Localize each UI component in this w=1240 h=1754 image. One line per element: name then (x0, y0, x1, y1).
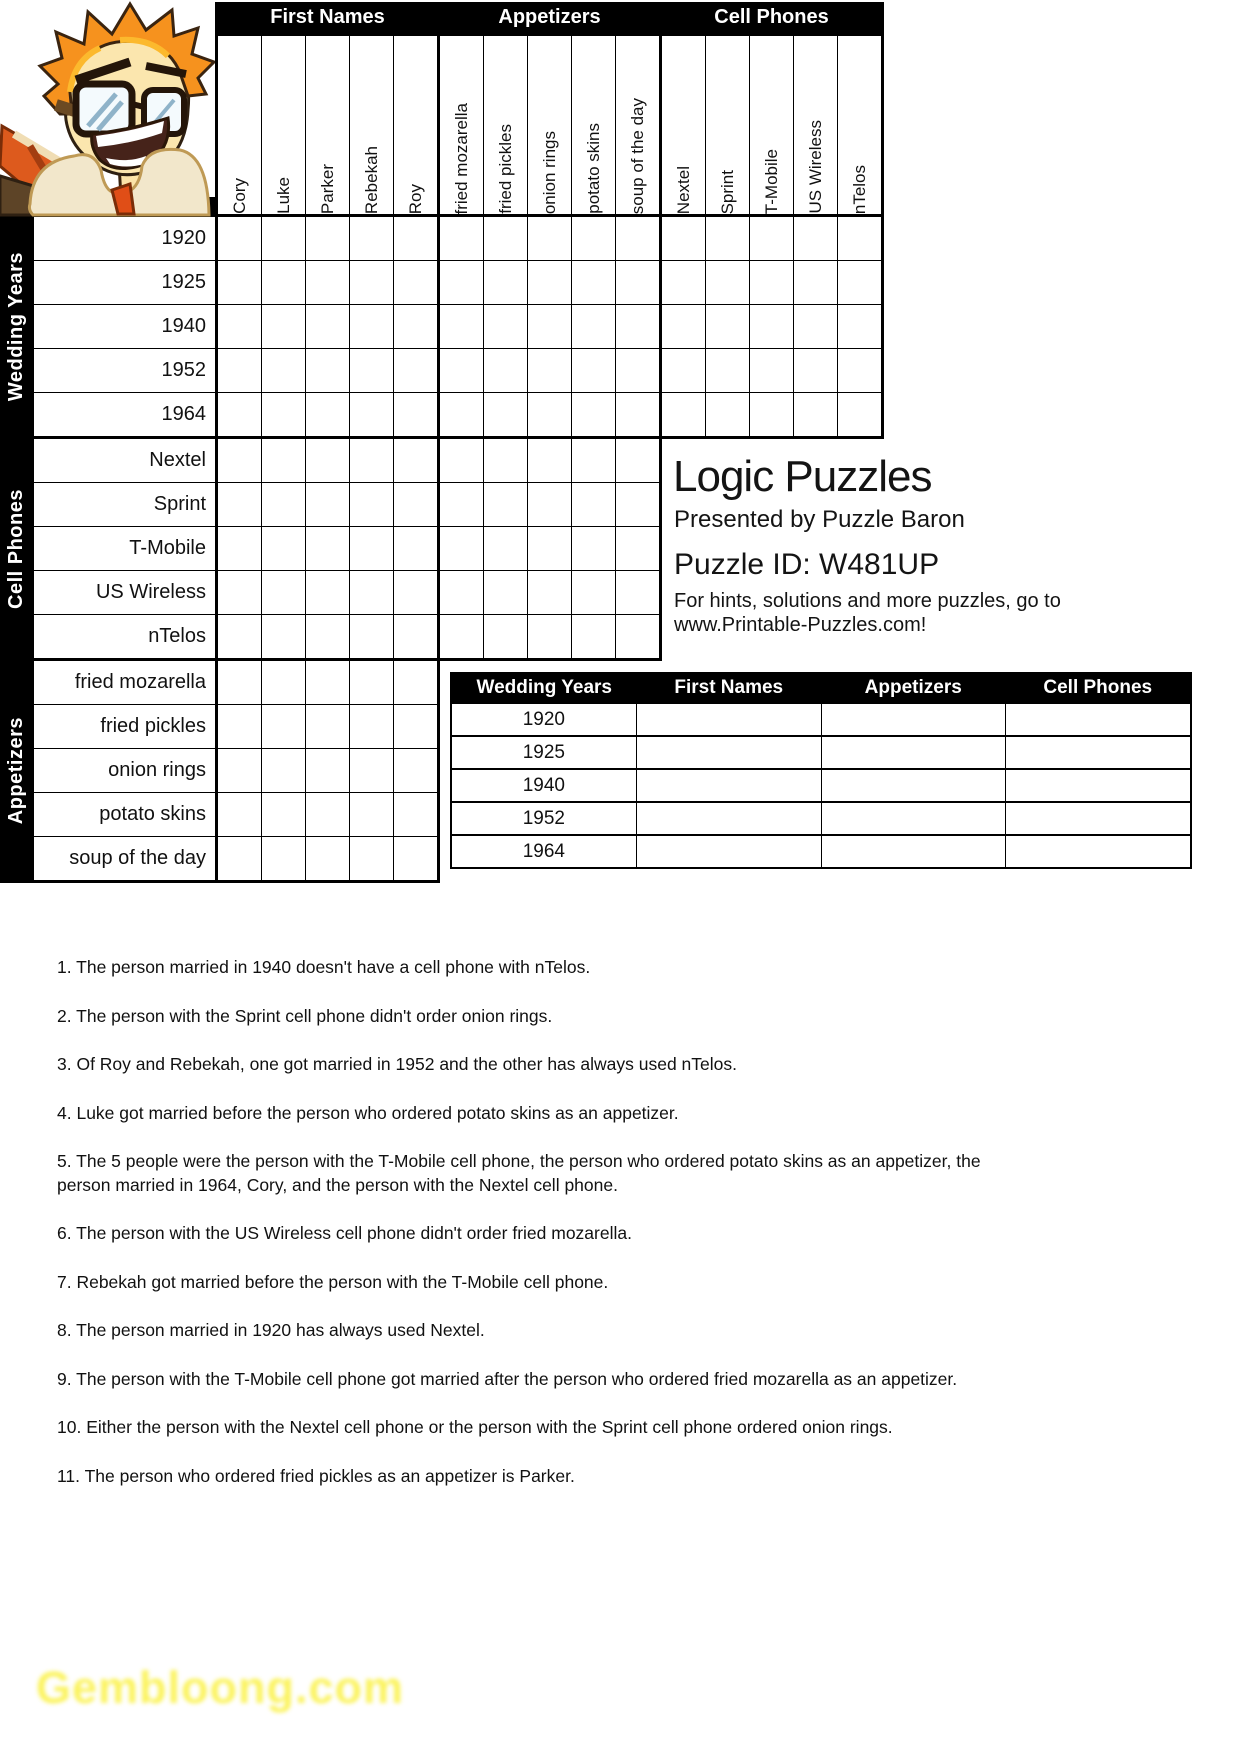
answer-year-cell: 1925 (522, 742, 566, 763)
grid-cell[interactable] (218, 261, 261, 304)
row-group-band-3 (0, 661, 33, 880)
grid-cell[interactable] (262, 261, 305, 304)
grid-cell[interactable] (616, 483, 659, 526)
clue-item: 9. The person with the T-Mobile cell phone got married after the person who ordered fried mozarella as an appetizer. (57, 1368, 958, 1389)
grid-cell[interactable] (394, 571, 437, 614)
grid-cell[interactable] (838, 349, 881, 392)
grid-cell[interactable] (616, 527, 659, 570)
row-label: T-Mobile (34, 527, 215, 570)
row-label: soup of the day (34, 837, 215, 880)
grid-cell[interactable] (528, 261, 571, 304)
grid-cell[interactable] (706, 217, 749, 260)
grid-cell[interactable] (662, 393, 705, 436)
grid-cell[interactable] (306, 615, 349, 658)
clue-item: 8. The person married in 1920 has always used Nextel. (57, 1320, 485, 1340)
row-group-band-1 (0, 217, 33, 436)
answer-year-cell: 1964 (522, 841, 566, 862)
grid-cell[interactable] (394, 305, 437, 348)
grid-cell[interactable] (394, 793, 437, 836)
grid-cell[interactable] (350, 793, 393, 836)
grid-cell[interactable] (394, 261, 437, 304)
grid-cell[interactable] (350, 439, 393, 482)
grid-cell[interactable] (662, 349, 705, 392)
grid-cell[interactable] (306, 393, 349, 436)
answer-header-cell: Cell Phones (1043, 677, 1153, 698)
grid-cell[interactable] (262, 793, 305, 836)
answer-row (452, 801, 1190, 834)
grid-cell[interactable] (440, 527, 483, 570)
row-label: US Wireless (34, 571, 215, 614)
grid-cell[interactable] (262, 705, 305, 748)
grid-cell[interactable] (484, 393, 527, 436)
grid-cell[interactable] (306, 705, 349, 748)
grid-cell[interactable] (794, 393, 837, 436)
grid-cell[interactable] (394, 749, 437, 792)
grid-cell[interactable] (350, 749, 393, 792)
grid-subsection (218, 439, 437, 658)
grid-cell[interactable] (794, 305, 837, 348)
grid-cell[interactable] (218, 349, 261, 392)
puzzle-id: Puzzle ID: W481UP (674, 548, 940, 581)
grid-cell[interactable] (706, 393, 749, 436)
grid-cell[interactable] (616, 217, 659, 260)
grid-cell[interactable] (750, 305, 793, 348)
column-header-label: Sprint (717, 169, 737, 214)
answer-blank-cell[interactable] (1005, 770, 1190, 801)
grid-cell[interactable] (218, 305, 261, 348)
grid-cell[interactable] (616, 393, 659, 436)
answer-table-header (452, 674, 1190, 702)
answer-blank-cell[interactable] (636, 803, 821, 834)
grid-cell[interactable] (394, 483, 437, 526)
answer-header-cell: First Names (674, 677, 784, 698)
row-group-band-2 (0, 439, 33, 658)
clue-item: 10. Either the person with the Nextel cell phone or the person with the Sprint cell phone ordered onion rings. (57, 1417, 893, 1437)
column-header-cell (262, 36, 305, 214)
answer-blank-cell[interactable] (821, 704, 1006, 735)
row-label: 1940 (34, 305, 215, 348)
grid-cell[interactable] (706, 349, 749, 392)
grid-subsection (662, 217, 881, 436)
grid-cell[interactable] (750, 349, 793, 392)
answer-blank-cell[interactable] (636, 737, 821, 768)
grid-cell[interactable] (440, 305, 483, 348)
grid-cell[interactable] (616, 349, 659, 392)
column-header-cell (794, 36, 837, 214)
grid-section-1 (215, 214, 884, 439)
grid-cell[interactable] (306, 305, 349, 348)
column-header-cell (484, 36, 527, 214)
grid-cell[interactable] (350, 261, 393, 304)
row-label: fried pickles (34, 705, 215, 748)
grid-cell[interactable] (616, 261, 659, 304)
column-header-cell (616, 36, 659, 214)
grid-cell[interactable] (262, 615, 305, 658)
grid-cell[interactable] (218, 705, 261, 748)
clue-item: 6. The person with the US Wireless cell phone didn't order fried mozarella. (57, 1223, 632, 1243)
grid-cell[interactable] (484, 527, 527, 570)
grid-cell[interactable] (394, 661, 437, 704)
grid-cell[interactable] (262, 483, 305, 526)
grid-cell[interactable] (218, 793, 261, 836)
row-label: potato skins (34, 793, 215, 836)
column-header-cell (350, 36, 393, 214)
row-group-label: Wedding Years (5, 251, 27, 402)
clue-item: 1. The person married in 1940 doesn't have a cell phone with nTelos. (57, 957, 591, 977)
grid-cell[interactable] (616, 439, 659, 482)
column-header-cell (662, 36, 705, 214)
column-header-label: Luke (273, 177, 293, 214)
grid-cell[interactable] (440, 261, 483, 304)
row-label: Nextel (34, 439, 215, 482)
clue-item: 2. The person with the Sprint cell phone didn't order onion rings. (57, 1005, 553, 1026)
grid-cell[interactable] (794, 217, 837, 260)
grid-cell[interactable] (262, 571, 305, 614)
grid-cell[interactable] (306, 349, 349, 392)
grid-cell[interactable] (306, 261, 349, 304)
grid-cell[interactable] (484, 571, 527, 614)
grid-cell[interactable] (350, 661, 393, 704)
grid-cell[interactable] (528, 527, 571, 570)
grid-cell[interactable] (218, 217, 261, 260)
grid-cell[interactable] (218, 615, 261, 658)
grid-cell[interactable] (394, 615, 437, 658)
grid-cell[interactable] (572, 349, 615, 392)
hint-text-line1: For hints, solutions and more puzzles, go to (674, 590, 1061, 612)
grid-section-3 (215, 658, 440, 883)
answer-blank-cell[interactable] (636, 836, 821, 867)
clue-item: 3. Of Roy and Rebekah, one got married in 1952 and the other has always used nTelos. (57, 1054, 738, 1074)
answer-blank-cell[interactable] (821, 836, 1006, 867)
column-header-label: Nextel (673, 165, 693, 214)
grid-cell[interactable] (306, 661, 349, 704)
column-header-label: potato skins (583, 123, 603, 214)
column-header-cell (218, 36, 261, 214)
answer-blank-cell[interactable] (1005, 836, 1190, 867)
grid-cell[interactable] (662, 305, 705, 348)
answer-blank-cell[interactable] (821, 737, 1006, 768)
grid-cell[interactable] (262, 349, 305, 392)
grid-cell[interactable] (262, 661, 305, 704)
grid-cell[interactable] (306, 571, 349, 614)
grid-cell[interactable] (440, 439, 483, 482)
row-label: Sprint (34, 483, 215, 526)
answer-header-cell: Appetizers (864, 677, 962, 698)
grid-cell[interactable] (306, 439, 349, 482)
grid-cell[interactable] (484, 483, 527, 526)
grid-cell[interactable] (394, 217, 437, 260)
grid-cell[interactable] (306, 527, 349, 570)
column-group-header-2: Appetizers (498, 6, 601, 28)
grid-cell[interactable] (572, 217, 615, 260)
grid-cell[interactable] (394, 439, 437, 482)
grid-cell[interactable] (838, 305, 881, 348)
grid-cell[interactable] (484, 615, 527, 658)
grid-subsection (218, 217, 437, 436)
column-header-label: Rebekah (361, 145, 381, 214)
grid-cell[interactable] (528, 393, 571, 436)
column-header-label: Cory (229, 178, 249, 214)
grid-cell[interactable] (306, 217, 349, 260)
row-label: 1952 (34, 349, 215, 392)
page-title: Logic Puzzles (673, 452, 932, 501)
answer-blank-cell[interactable] (1005, 704, 1190, 735)
grid-cell[interactable] (394, 705, 437, 748)
grid-cell[interactable] (350, 483, 393, 526)
grid-cell[interactable] (350, 571, 393, 614)
grid-cell[interactable] (218, 837, 261, 880)
grid-cell[interactable] (440, 217, 483, 260)
grid-cell[interactable] (262, 393, 305, 436)
answer-year-cell: 1940 (522, 775, 566, 796)
answer-blank-cell[interactable] (821, 803, 1006, 834)
answer-row (452, 735, 1190, 768)
grid-cell[interactable] (262, 749, 305, 792)
grid-cell[interactable] (662, 261, 705, 304)
row-label: nTelos (34, 615, 215, 658)
grid-cell[interactable] (440, 349, 483, 392)
row-label: 1964 (34, 393, 215, 436)
column-header-label: onion rings (539, 130, 559, 214)
column-header-cell (394, 36, 437, 214)
column-header-label: Roy (405, 183, 425, 214)
grid-cell[interactable] (616, 615, 659, 658)
grid-cell[interactable] (838, 393, 881, 436)
answer-blank-cell[interactable] (1005, 737, 1190, 768)
grid-cell[interactable] (616, 305, 659, 348)
column-header-cell (838, 36, 881, 214)
grid-cell[interactable] (306, 749, 349, 792)
grid-cell[interactable] (440, 615, 483, 658)
column-group-header-1: First Names (270, 6, 385, 28)
column-header-cell (572, 36, 615, 214)
column-header-label: T-Mobile (761, 148, 781, 214)
answer-year-cell: 1920 (522, 709, 566, 730)
grid-cell[interactable] (394, 837, 437, 880)
grid-cell[interactable] (750, 393, 793, 436)
page-subtitle: Presented by Puzzle Baron (674, 506, 965, 533)
grid-cell[interactable] (794, 349, 837, 392)
grid-cell[interactable] (616, 571, 659, 614)
grid-cell[interactable] (572, 439, 615, 482)
grid-cell[interactable] (572, 393, 615, 436)
column-header-cell (306, 36, 349, 214)
row-label: 1920 (34, 217, 215, 260)
grid-cell[interactable] (572, 571, 615, 614)
column-header-label: US Wireless (805, 120, 825, 214)
grid-cell[interactable] (350, 527, 393, 570)
grid-cell[interactable] (528, 305, 571, 348)
grid-cell[interactable] (350, 305, 393, 348)
grid-cell[interactable] (706, 305, 749, 348)
grid-cell[interactable] (528, 217, 571, 260)
grid-cell[interactable] (484, 261, 527, 304)
grid-cell[interactable] (484, 349, 527, 392)
grid-cell[interactable] (350, 837, 393, 880)
grid-cell[interactable] (218, 439, 261, 482)
answer-row (452, 834, 1190, 867)
column-group-header-3: Cell Phones (714, 6, 829, 28)
grid-cell[interactable] (262, 305, 305, 348)
row-group-label: Cell Phones (5, 488, 27, 609)
grid-cell[interactable] (838, 217, 881, 260)
grid-cell[interactable] (440, 393, 483, 436)
grid-cell[interactable] (262, 837, 305, 880)
grid-cell[interactable] (306, 837, 349, 880)
grid-cell[interactable] (394, 393, 437, 436)
grid-section-2 (215, 436, 662, 661)
column-header-label: Parker (317, 163, 337, 214)
answer-blank-cell[interactable] (636, 704, 821, 735)
answer-row (452, 702, 1190, 735)
grid-cell[interactable] (218, 393, 261, 436)
grid-cell[interactable] (750, 261, 793, 304)
grid-cell[interactable] (528, 571, 571, 614)
hint-text-line2: www.Printable-Puzzles.com! (674, 614, 927, 636)
answer-blank-cell[interactable] (1005, 803, 1190, 834)
grid-cell[interactable] (262, 527, 305, 570)
answer-blank-cell[interactable] (636, 770, 821, 801)
grid-cell[interactable] (306, 483, 349, 526)
column-header-cell (528, 36, 571, 214)
grid-cell[interactable] (218, 749, 261, 792)
answer-blank-cell[interactable] (821, 770, 1006, 801)
grid-cell[interactable] (750, 217, 793, 260)
answer-year-cell: 1952 (522, 808, 566, 829)
grid-subsection (218, 661, 437, 880)
grid-cell[interactable] (440, 483, 483, 526)
grid-cell[interactable] (484, 439, 527, 482)
column-header-cell (706, 36, 749, 214)
answer-table (450, 672, 1192, 869)
row-label: 1925 (34, 261, 215, 304)
clues-list (57, 956, 1022, 1513)
column-header-label: nTelos (849, 164, 869, 214)
grid-cell[interactable] (662, 217, 705, 260)
grid-cell[interactable] (572, 483, 615, 526)
grid-cell[interactable] (262, 217, 305, 260)
grid-cell[interactable] (350, 393, 393, 436)
watermark: Gembloong.com (36, 1662, 405, 1713)
grid-cell[interactable] (838, 261, 881, 304)
grid-cell[interactable] (484, 217, 527, 260)
grid-cell[interactable] (350, 217, 393, 260)
grid-subsection (440, 439, 659, 658)
grid-cell[interactable] (218, 527, 261, 570)
row-label: onion rings (34, 749, 215, 792)
grid-subsection (440, 217, 659, 436)
grid-cell[interactable] (572, 615, 615, 658)
grid-cell[interactable] (350, 705, 393, 748)
grid-cell[interactable] (350, 615, 393, 658)
grid-cell[interactable] (528, 349, 571, 392)
grid-cell[interactable] (218, 571, 261, 614)
column-header-label: fried pickles (495, 124, 515, 214)
answer-row (452, 768, 1190, 801)
clue-item: 4. Luke got married before the person who ordered potato skins as an appetizer. (57, 1102, 679, 1123)
grid-cell[interactable] (306, 793, 349, 836)
grid-cell[interactable] (350, 349, 393, 392)
column-header-label: fried mozarella (451, 102, 471, 214)
grid-cell[interactable] (794, 261, 837, 304)
grid-cell[interactable] (262, 439, 305, 482)
grid-cell[interactable] (218, 661, 261, 704)
answer-header-cell: Wedding Years (476, 677, 612, 698)
grid-cell[interactable] (218, 483, 261, 526)
grid-cell[interactable] (706, 261, 749, 304)
mascot-illustration (0, 0, 218, 217)
clue-item: 11. The person who ordered fried pickles as an appetizer is Parker. (57, 1465, 575, 1486)
clue-item: 7. Rebekah got married before the person with the T-Mobile cell phone. (57, 1271, 609, 1292)
grid-cell[interactable] (528, 483, 571, 526)
grid-cell[interactable] (484, 305, 527, 348)
grid-cell[interactable] (394, 527, 437, 570)
column-header-label: soup of the day (627, 97, 647, 214)
column-header-cell (440, 36, 483, 214)
grid-cell[interactable] (394, 349, 437, 392)
column-header-cell (750, 36, 793, 214)
clue-item: 5. The 5 people were the person with the T-Mobile cell phone, the person who ordered potato skins as an appetizer, the person married in 1964, Cory, and the person with the Nextel cell phone. (57, 1151, 981, 1195)
grid-cell[interactable] (528, 439, 571, 482)
row-label: fried mozarella (34, 661, 215, 704)
grid-cell[interactable] (572, 261, 615, 304)
grid-cell[interactable] (572, 527, 615, 570)
grid-cell[interactable] (572, 305, 615, 348)
grid-cell[interactable] (528, 615, 571, 658)
grid-cell[interactable] (440, 571, 483, 614)
row-group-label: Appetizers (5, 716, 27, 825)
